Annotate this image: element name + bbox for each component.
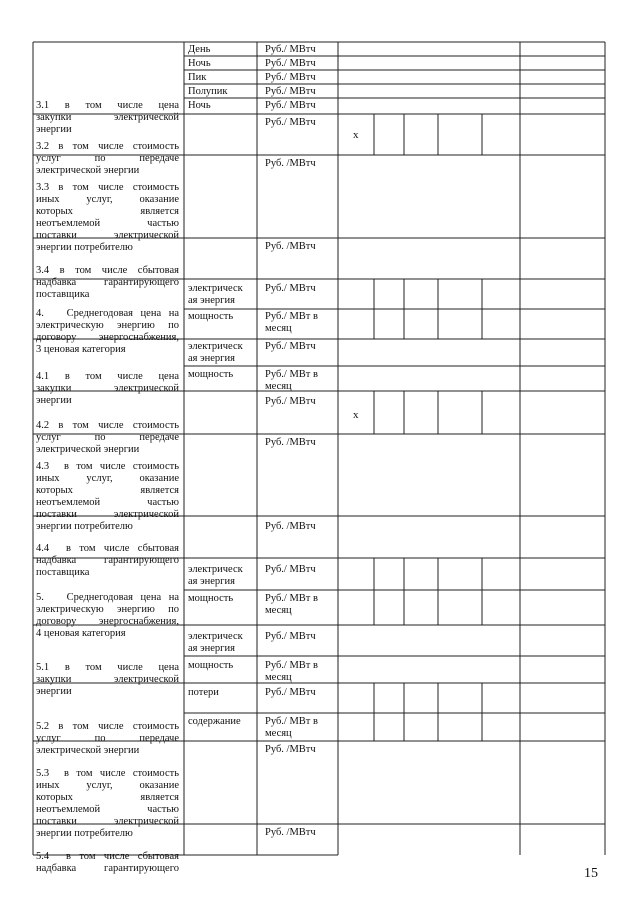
subcategory-cell: потери [188,687,219,698]
zone-night: Ночь [188,58,211,69]
row-label-4-4: 4.4 в том числе сбытовая надбавка гарантирующего поставщика [36,543,179,578]
unit-cell: Руб./ МВтч [265,687,316,698]
zone-night-2: Ночь [188,100,211,111]
unit-cell: Руб. /МВтч [265,521,316,532]
unit-cell: Руб./ МВтч [265,100,316,111]
row-label-5: 5. Среднегодовая цена на электрическую энергию по договору энергоснабжения, 4 ценовая категория [36,592,179,639]
cross-mark: x [353,129,359,141]
subcategory-cell: электрическ ая энергия [188,564,243,587]
subcategory-cell: электрическ ая энергия [188,341,243,364]
unit-cell: Руб./ МВт в месяц [265,593,318,616]
unit-cell: Руб./ МВтч [265,396,316,407]
row-label-3-3: 3.3 в том числе стоимость иных услуг, оказание которых является неотъемлемой частью поставки электрической энергии потребителю [36,182,179,253]
zone-peak: Пик [188,72,207,83]
row-label-5-4: 5.4 в том числе сбытовая надбавка гарантирующего [36,851,179,874]
unit-cell: Руб./ МВтч [265,58,316,69]
row-label-3-4: 3.4 в том числе сбытовая надбавка гарантирующего поставщика [36,265,179,300]
unit-cell: Руб./ МВтч [265,117,316,128]
unit-cell: Руб./ МВт в месяц [265,369,318,392]
unit-cell: Руб./ МВтч [265,564,316,575]
subcategory-cell: электрическ ая энергия [188,631,243,654]
unit-cell: Руб./ МВтч [265,72,316,83]
unit-cell: Руб./ МВтч [265,283,316,294]
unit-cell: Руб. /МВтч [265,158,316,169]
row-label-4: 4. Среднегодовая цена на электрическую энергию по договору энергоснабжения, 3 ценовая категория [36,308,179,355]
unit-cell: Руб. /МВтч [265,241,316,252]
zone-semipeak: Полупик [188,86,228,97]
row-label-5-2: 5.2 в том числе стоимость услуг по передаче электрической энергии [36,721,179,756]
subcategory-cell: мощность [188,311,234,322]
page-number: 15 [584,866,598,881]
unit-cell: Руб./ МВт в месяц [265,311,318,334]
row-label-4-2: 4.2 в том числе стоимость услуг по передаче электрической энергии [36,420,179,455]
unit-cell: Руб./ МВтч [265,86,316,97]
unit-cell: Руб. /МВтч [265,827,316,838]
unit-cell: Руб./ МВтч [265,341,316,352]
subcategory-cell: мощность [188,660,234,671]
unit-cell: Руб. /МВтч [265,744,316,755]
row-label-4-3: 4.3 в том числе стоимость иных услуг, оказание которых является неотъемлемой частью поставки электрической энергии потребителю [36,461,179,532]
subcategory-cell: содержание [188,716,241,727]
cross-mark: x [353,409,359,421]
unit-cell: Руб./ МВт в месяц [265,660,318,683]
row-label-5-1: 5.1 в том числе цена закупки электрической энергии [36,662,179,697]
row-label-4-1: 4.1 в том числе цена закупки электрической энергии [36,371,179,406]
unit-cell: Руб./ МВтч [265,44,316,55]
unit-cell: Руб./ МВтч [265,631,316,642]
row-label-3-2: 3.2 в том числе стоимость услуг по передаче электрической энергии [36,141,179,176]
row-label-5-3: 5.3 в том числе стоимость иных услуг, оказание которых является неотъемлемой частью поставки электрической энергии потребителю [36,768,179,839]
subcategory-cell: мощность [188,593,234,604]
subcategory-cell: электрическ ая энергия [188,283,243,306]
unit-cell: Руб. /МВтч [265,437,316,448]
zone-day: День [188,44,211,55]
subcategory-cell: мощность [188,369,234,380]
unit-cell: Руб./ МВт в месяц [265,716,318,739]
row-label-3-1: 3.1 в том числе цена закупки электрической энергии [36,100,179,135]
